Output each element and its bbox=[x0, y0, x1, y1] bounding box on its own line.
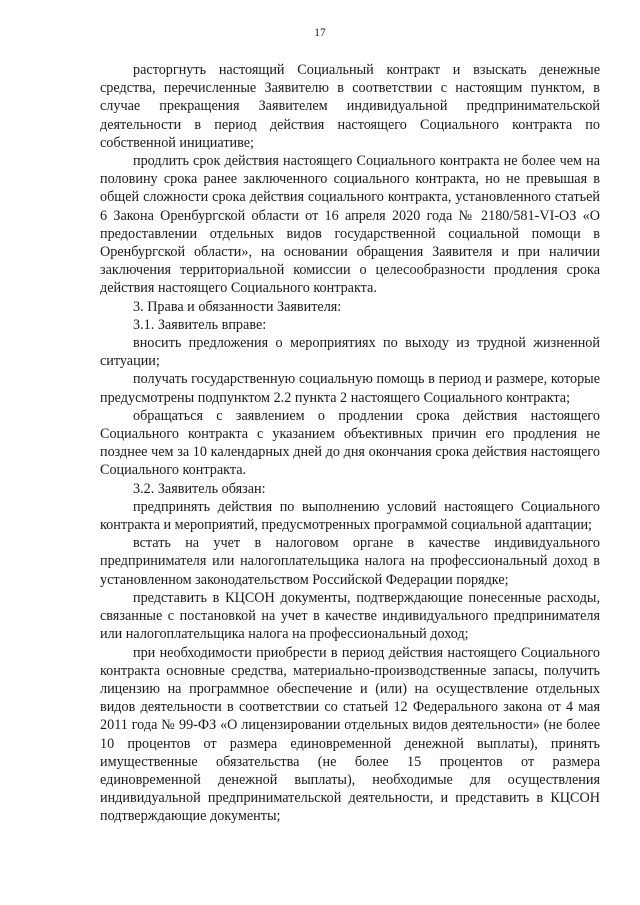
paragraph-obligation-tax-registration: встать на учет в налоговом органе в качестве индивидуального предпринимателя или налогоплательщика налога на профессиональный доход в установленном законодательством Российской Федерации порядке; bbox=[100, 535, 600, 588]
document-body bbox=[100, 61, 600, 826]
page-number: 17 bbox=[314, 27, 326, 39]
paragraph-right-request-extension: обращаться с заявлением о продлении срока действия настоящего Социального контракта с указанием объективных причин его продления не позднее чем за 10 календарных дней до дня окончания срока действия настоящего Социального контракта. bbox=[100, 407, 600, 479]
paragraph-right-receive-aid: получать государственную социальную помощь в период и размере, которые предусмотрены подпунктом 2.2 пункта 2 настоящего Социального контракта; bbox=[100, 371, 600, 406]
paragraph-obligation-acquire-assets: при необходимости приобрести в период действия настоящего Социального контракта основные средства, материально-производственные запасы, получить лицензию на программное обеспечение и (или) на осуществление отдельных видов деятельности в соответствии со статьей 12 Федерального закона от 4 мая 2011 года № 99-ФЗ «О лицензировании отдельных видов деятельности» (не более 10 процентов от размера единовременной денежной выплаты), принять имущественные обязательства (не более 15 процентов от размера единовременной денежной выплаты), необходимые для осуществления индивидуальной предпринимательской деятельности, и представить в КЦСОН подтверждающие документы; bbox=[100, 644, 600, 825]
paragraph-extend-contract: продлить срок действия настоящего Социального контракта не более чем на половину срока ранее заключенного социального контракта, но не превышая в общей сложности срока действия социального контракта, установленного статьей 6 Закона Оренбургской области от 16 апреля 2020 года № 2180/581-VI-ОЗ «О предоставлении отдельных видов государственной социальной помощи в Оренбургской области», на основании обращения Заявителя и при наличии заключения территориальной комиссии о целесообразности продления срока действия настоящего Социального контракта. bbox=[100, 153, 600, 297]
subsection-heading-rights: 3.1. Заявитель вправе: bbox=[133, 316, 267, 333]
subsection-heading-obligations: 3.2. Заявитель обязан: bbox=[133, 480, 266, 497]
paragraph-terminate-contract: расторгнуть настоящий Социальный контракт и взыскать денежные средства, перечисленные Заявителю в соответствии с настоящим пунктом, в случае прекращения Заявителем индивидуальной предпринимательской деятельности в период действия настоящего Социального контракта по собственной инициативе; bbox=[100, 62, 600, 151]
paragraph-obligation-fulfil-conditions: предпринять действия по выполнению условий настоящего Социального контракта и мероприятий, предусмотренных программой социальной адаптации; bbox=[100, 498, 600, 534]
paragraph-right-proposals: вносить предложения о мероприятиях по выходу из трудной жизненной ситуации; bbox=[100, 335, 600, 370]
section-heading-rights-obligations: 3. Права и обязанности Заявителя: bbox=[133, 298, 342, 315]
paragraph-obligation-submit-documents: представить в КЦСОН документы, подтверждающие понесенные расходы, связанные с постановкой на учет в качестве индивидуального предпринимателя или налогоплательщика налога на профессиональный доход; bbox=[100, 589, 600, 643]
